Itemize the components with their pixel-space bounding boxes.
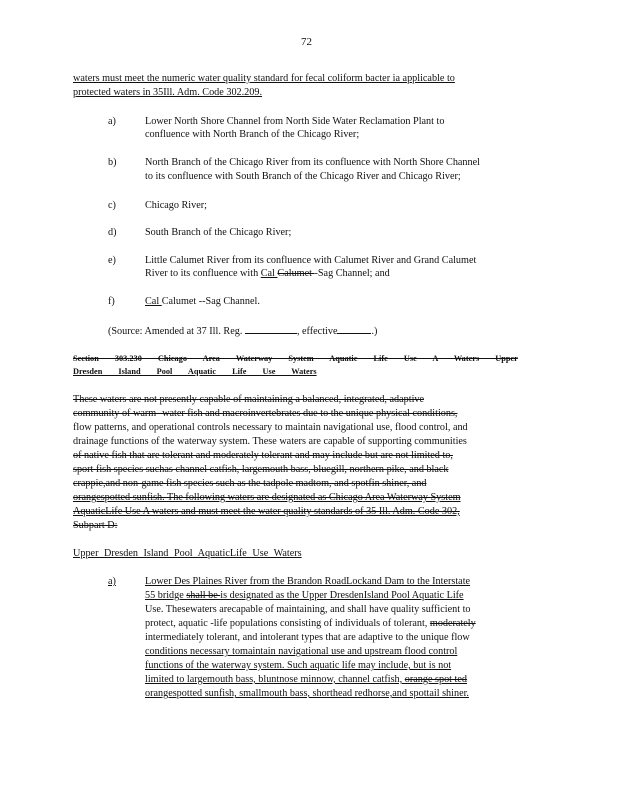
item-a2-line-8 (145, 674, 467, 686)
section-heading-line-1: Section 303.230 Chicago Area Waterway System Aquatic Life Use A Waters Upper (73, 354, 518, 363)
inserted-text: Cal (260, 268, 278, 279)
item-f-text: Calumet --Sag Channel. (161, 296, 260, 307)
upper-dresden-heading: Upper Dresden Island Pool AquaticLife Use Waters (73, 548, 302, 559)
body-line-5: of native fish that are tolerant and moderately tolerant and may include but are not limited to, (73, 450, 453, 461)
source-note (108, 324, 377, 338)
body-line-10: Subpart D: (73, 520, 118, 531)
item-label-c: c) (108, 200, 116, 211)
body-line-3: flow patterns, and operational controls necessary to maintain navigational use, flood control, and (73, 422, 468, 433)
deleted-text: shall be (186, 590, 221, 601)
item-label-a-2: a) (108, 576, 116, 587)
item-e-line-1: Little Calumet River from its confluence with Calumet River and Grand Calumet (145, 255, 477, 266)
blank-line (245, 324, 297, 334)
item-a-line-1: Lower North Shore Channel from North Side Water Reclamation Plant to (145, 116, 445, 127)
item-a2-line-5: intermediately tolerant, and intolerant types that are adaptive to the unique flow (145, 632, 470, 643)
item-label-f: f) (108, 296, 115, 307)
item-a2-line-4 (145, 618, 476, 630)
item-a2-text: protect, aquatic -life populations consisting of individuals of tolerant, (145, 618, 430, 629)
item-b-line-2: to its confluence with South Branch of the Chicago River and Chicago River; (145, 171, 461, 182)
item-a2-line-9: orangespotted sunfish, smallmouth bass, shorthead redhorse,and spottail shiner. (145, 688, 469, 699)
body-line-4: drainage functions of the waterway system. These waters are capable of supporting communities (73, 436, 467, 447)
page-number: 72 (301, 36, 312, 48)
intro-line-1: waters must meet the numeric water quality standard for fecal coliform bacter ia applicable to (73, 73, 455, 84)
item-label-b: b) (108, 157, 117, 168)
source-pre: (Source: Amended at 37 Ill. Reg. (108, 326, 245, 337)
item-d-line-1: South Branch of the Chicago River; (145, 227, 292, 238)
intro-line-2: protected waters in 35Ill. Adm. Code 302.209. (73, 87, 263, 98)
deleted-text: orange spot ted (404, 674, 467, 685)
item-a2-line-3: Use. Thesewaters arecapable of maintaining, and shall have quality sufficient to (145, 604, 471, 615)
item-e-text: River to its confluence with (145, 268, 261, 279)
body-line-2: community of warm -water fish and macroinvertebrates due to the unique physical conditions, (73, 408, 458, 419)
inserted-text: Cal (145, 296, 162, 307)
item-a2-line-2 (145, 590, 464, 602)
item-label-d: d) (108, 227, 117, 238)
item-e-line-2 (145, 268, 390, 280)
body-line-9: AquaticLife Use A waters and must meet the water quality standards of 35 Ill. Adm. Code 302, (73, 506, 460, 517)
item-a2-line-1: Lower Des Plaines River from the Brandon RoadLockand Dam to the Interstate (145, 576, 471, 587)
deleted-text: Calumet (277, 268, 315, 279)
item-a2-line-6: conditions necessary tomaintain navigational use and upstream flood control (145, 646, 458, 657)
item-a2-text-end: is designated as the Upper DresdenIsland Pool Aquatic Life (220, 590, 464, 601)
item-c-line-1: Chicago River; (145, 200, 207, 211)
item-label-e: e) (108, 255, 116, 266)
body-line-7: crappie,and non-game fish species such as the tadpole madtom, and spotfin shiner, and (73, 478, 427, 489)
item-label-a: a) (108, 116, 116, 127)
deleted-text: moderately (429, 618, 476, 629)
body-line-8: orangespotted sunfish. The following waters are designated as Chicago Area Waterway System (73, 492, 461, 503)
section-heading-line-2: Dresden Island Pool Aquatic Life Use Waters (73, 367, 317, 376)
source-mid: , effective (296, 326, 338, 337)
body-line-1: These waters are not presently capable of maintaining a balanced, integrated, adaptive (73, 394, 425, 405)
source-end: .) (371, 326, 378, 337)
item-a2-text: limited to largemouth bass, bluntnose minnow, channel catfish, (145, 674, 405, 685)
item-e-text-end: -Sag Channel; and (314, 268, 390, 279)
body-line-6: sport fish species suchas channel catfish, largemouth bass, bluegill, northern pike, and black (73, 464, 449, 475)
item-b-line-1: North Branch of the Chicago River from its confluence with North Shore Channel (145, 157, 480, 168)
item-a2-text: 55 bridge (145, 590, 187, 601)
blank-line (337, 324, 371, 334)
item-a-line-2: confluence with North Branch of the Chicago River; (145, 129, 360, 140)
item-a2-line-7: functions of the waterway system. Such aquatic life may include, but is not (145, 660, 452, 671)
item-f-line-1 (145, 296, 260, 308)
